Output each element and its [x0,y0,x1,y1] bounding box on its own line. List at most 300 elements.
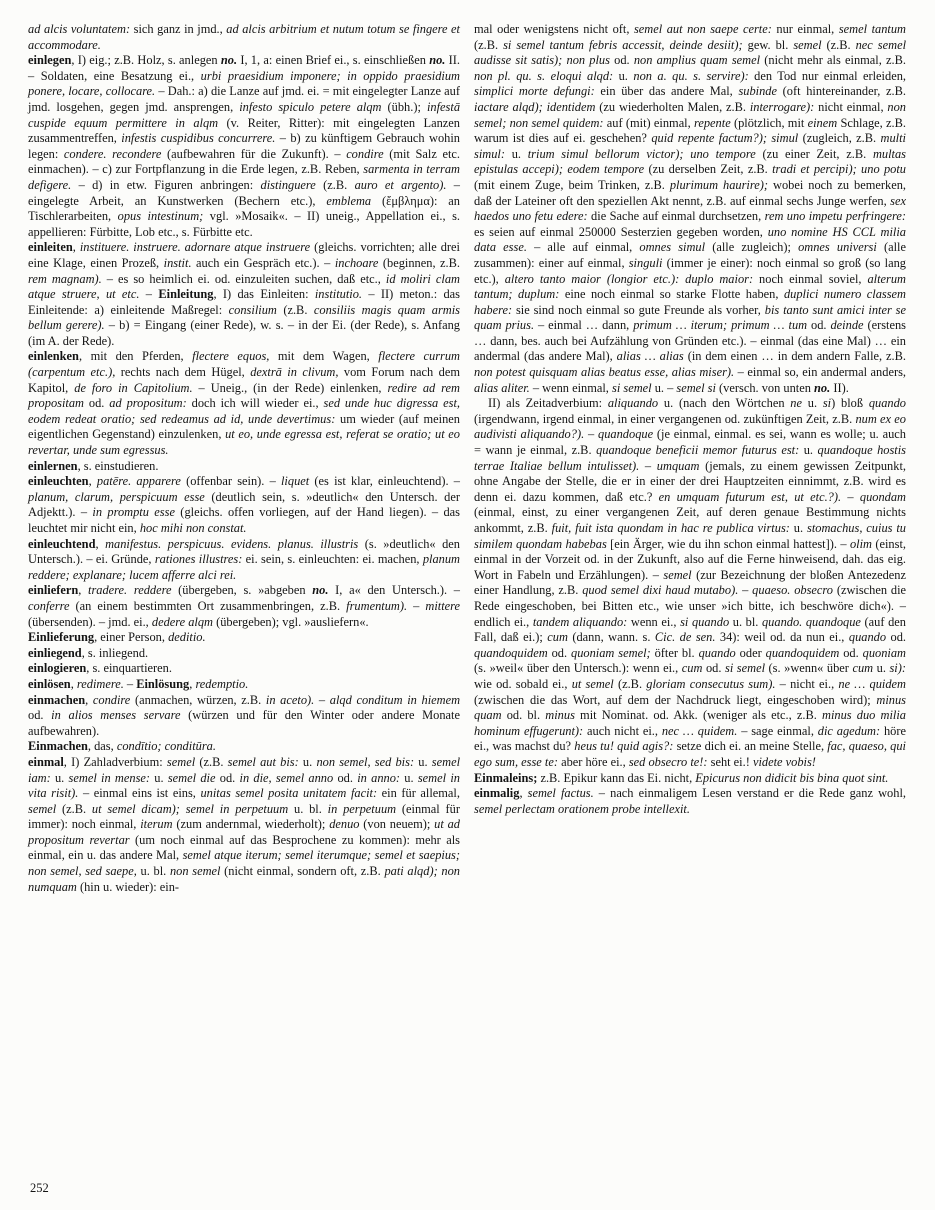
text-run: ad propositum: [109,396,187,411]
text-run: u. [414,754,432,769]
text-run: ut eo, unde egressa est, referat se oratio; ut eo revertar, unde sum egressus. [28,427,461,458]
text-run: – [639,458,657,473]
text-run: u. (nach den Wörtchen [658,396,791,411]
text-run: condire [346,146,384,161]
text-run: – alle auf einmal, [526,240,640,255]
text-run: nur einmal, [771,22,839,36]
text-run: – sage einmal, [737,723,818,738]
text-run: num ex eo audivisti aliquando?). [474,411,906,442]
text-run: , [189,676,196,691]
text-run: deditio. [168,630,206,645]
text-run: gloriam consecutus sum). [646,676,776,691]
text-run: – [584,427,599,442]
text-run: [ein Ärger, wie du ihn schon einmal hattest]). – [606,536,850,551]
text-run: simul [771,131,799,146]
text-run: (von neuem); [359,817,435,832]
text-run: tandem aliquando: [532,614,628,629]
text-run: gew. bl. [742,37,794,52]
text-run: sarmenta in terram defigere. [28,162,460,192]
text-run: vom Forum nach dem Kapitol, [28,365,461,395]
text-run: wie od. sobald ei., [474,676,572,691]
dictionary-paragraph [28,22,460,53]
text-run: (jemals, zu einem gewissen Zeitpunkt, ohne Angabe der Stelle, die er in einer der drei Hauptzeiten einnimmt, z.B. wird es denn ei. dazu kommen, daß etc.? [474,458,906,504]
text-run: aber höre ei., [557,754,629,769]
dictionary-paragraph [28,349,460,458]
text-run: vgl. »Mosaik«. – II) uneig., Appellation ei., s. appellieren: Fürbitte, Lob etc., s. Fürbitte etc. [28,209,460,239]
text-run: primum … iterum; primum … tum [633,318,808,333]
text-run: non semel, sed bis: [316,754,415,769]
text-run: non amplius quam semel [633,53,761,68]
dictionary-paragraph [28,459,460,475]
dictionary-paragraph [28,739,460,755]
text-run: – [738,583,753,598]
text-run: no. [814,380,831,395]
text-run: auch nicht ei., [583,723,662,738]
text-run: semel factus. [527,786,594,801]
text-run: od. [609,53,634,68]
text-run: si semel [725,661,766,676]
text-run: (alle zugleich); [705,240,799,255]
text-run: – einmal eins ist eins, [78,786,201,801]
text-run: dic agedum: [817,723,881,738]
text-run: Einlösung [136,676,190,691]
text-run: Epicurus non didicit bis bina quot sint. [695,770,889,785]
text-run: ne [790,396,802,411]
text-run: (deutlich sein, s. »deutlich« den Untersch. der Adjektt.). – [28,489,460,520]
text-run: non plus [566,53,610,68]
text-run: semel die [167,770,216,785]
text-run: distinguere [260,177,316,192]
text-run: hoc mihi non constat. [139,521,247,535]
text-run: , [72,240,80,255]
text-run: (z.B. [56,801,92,816]
dictionary-paragraph [28,755,460,895]
dictionary-paragraph [474,786,906,817]
text-run: in aceto). [265,692,315,707]
text-run: flectere currum (carpentum etc.), [28,349,460,380]
text-run: z.B. Epikur kann das Ei. nicht, [537,770,696,785]
dictionary-paragraph [28,661,460,677]
text-run: quoniam semel; [571,645,651,660]
text-run: u. [802,396,823,411]
text-run: (mit Salz etc. einmachen). – c) zur Fortpflanzung in die Erde legen, z.B. Reben, [28,146,460,177]
text-run: id moliri clam atque struere, ut etc. [28,271,460,302]
text-run: infestis cuspidibus concurrere. [121,131,276,146]
text-run: seht ei.! [707,754,753,769]
text-run: ein für allemal, [377,786,460,801]
text-run: – nicht ei., [775,676,839,691]
dictionary-paragraph [28,646,460,662]
text-run: einmachen [28,692,86,707]
text-run: , mit den Pferden, [78,349,193,364]
text-run: (einmal für immer): noch einmal, [28,801,460,832]
text-run: simplici morte defungi: [474,84,595,99]
text-run: od. [28,708,52,723]
text-run: (beginnen, z.B. [378,255,461,270]
text-run: (z.B. [821,37,856,52]
column-left [28,22,460,895]
text-run: duplici numero classem habere: [474,287,906,317]
text-run: tradere. reddere [88,583,172,598]
text-run: inchoare [334,255,379,270]
text-run: (übersenden). – jmd. ei., [28,614,152,629]
dictionary-paragraph [474,771,906,787]
text-run: nicht einmal, [814,99,888,114]
text-run: en umquam futurum est, ut etc.?). [658,489,842,504]
text-run: ad alcis voluntatem: [28,22,131,36]
text-run: (ἔμβλημα): an Tischlerarbeiten, [28,193,461,224]
text-run: iterum [140,817,173,832]
text-run: (immer je einer): noch einmal so groß (so lang etc.), [474,255,906,286]
text-run: repente [694,115,731,130]
text-run: – [841,489,860,504]
text-run: sich ganz in jmd., [130,22,227,36]
text-run: in promptu esse [92,505,175,520]
dictionary-paragraph [28,583,460,630]
text-run: (plötzlich, mit [730,115,808,130]
dictionary-paragraph [28,677,460,693]
text-run: interrogare): [749,99,815,114]
text-run: semel [166,754,196,769]
text-run: mit dem Wagen, [269,349,379,364]
text-run: u. [873,661,890,676]
text-run: – es so heimlich ei. od. einzuleiten suchen, daß etc., [101,271,386,286]
text-run: redemptio. [195,676,249,691]
text-run: denuo [329,817,360,832]
text-run: (zwischen die Rede eingeschoben, bei Bitten etc., wie unser »ich bitte, ich beschwöre dich«). – endlich ei., [474,583,907,629]
text-run: quandoque hostis terrae Italiae bellum intulisset). [474,443,906,473]
text-run: – eingelegte Arbeit, an Kunstwerken (Bechern etc.), [28,177,461,208]
text-run: ein über das andere Mal, [594,84,739,99]
text-run: quod semel dixi haud mutabo). [582,583,739,598]
text-run: , s. einstudieren. [77,458,159,473]
text-run: auf (mit) einmal, [603,115,694,130]
text-run: subinde [738,84,777,99]
text-run: non numquam [28,864,460,894]
text-run: , s. inliegend. [81,645,149,660]
text-run: , [70,676,77,691]
text-run: non semel; non semel quidem: [474,99,906,130]
text-run: u. [298,754,317,769]
text-run: in die, semel anno [239,770,334,785]
text-run: od. [215,770,240,785]
text-run: eine noch einmal so starke Flotte haben, [559,287,784,302]
text-run: quandoquidem [765,645,840,660]
text-run: auro et argento). [354,177,447,192]
text-run: (irgendwann, irgend einmal, in einer vergangenen od. zukünftigen Zeit, z.B. [474,411,856,426]
text-run: semel [793,37,822,52]
text-run: deinde [830,318,864,333]
text-run: 34): weil od. da nun ei., [715,630,849,645]
text-run: den Tod nur einmal erleiden, [748,68,906,83]
text-run: consilium [228,302,277,317]
text-run: condire [92,692,131,707]
text-run: u. [799,443,818,458]
text-run: minus [545,708,575,723]
text-run: höre ei., was machst du? [474,723,906,754]
text-run: ei. sein, s. einleuchten: ei. machen, [242,552,423,567]
text-run: II). [830,380,849,395]
text-run: quandoque [598,427,654,442]
text-run: ne … quidem [838,676,907,691]
text-run: minus quam [474,692,906,723]
text-run: (s. »wenn« über [765,661,853,676]
text-run: , I) eig.; z.B. Holz, s. anlegen [71,53,221,68]
text-run: wenn ei., [627,614,681,629]
text-run: (dann, wann. s. [567,630,655,645]
text-run: nec … quidem. [661,723,738,738]
text-run: (z.B. [613,676,647,691]
text-run: mittere [425,598,461,613]
text-run: Einmaleins; [474,770,538,785]
text-run: infestā cuspide equum permittere in alqm [28,99,461,130]
text-run: quaeso. obsecro [752,583,833,598]
text-run: condere. recondere [63,146,162,161]
text-run: (übergeben); vgl. »ausliefern«. [213,614,369,629]
text-run: mal oder wenigstens nicht oft, [474,22,634,36]
text-run: singuli [628,255,663,270]
text-run: dedere alqm [151,614,214,629]
column-right [474,22,906,895]
text-run: quandoque beneficii memor futurus est: [596,443,800,458]
text-run: semel perlectam orationem probe intellexit. [474,801,690,816]
text-columns [28,22,907,895]
text-run: instit. [163,255,192,270]
text-run: semel in perpetuum [185,801,289,816]
text-run: uno nomine HS CCL milia data esse. [474,224,906,255]
text-run: uno potu [861,162,906,177]
text-run: (alle zusammen): einer auf einmal, [474,240,906,270]
text-run: rem magnam). [28,271,102,286]
text-run: frumentum). [346,598,408,613]
text-run: od. [84,396,110,411]
text-run: (auf den Fall, daß ei.); [474,614,906,645]
text-run: einleiten [28,240,73,255]
text-run: alias aliter. [474,380,530,395]
text-run: es seien auf einmal 250000 Sesterzien gegeben worden, [474,224,768,239]
text-run: (nicht einmal, sondern oft, z.B. [220,864,385,879]
text-run: (zugleich, z.B. [798,131,881,146]
text-run: – Uneig., (in der Rede) einlenken, [192,380,388,395]
text-run: semel [28,801,57,816]
text-run: dextrā in clivum, [250,365,339,380]
text-run: in alios menses servare [51,708,181,723]
text-run: (versch. von unten [715,380,815,395]
text-run: Cic. de sen. [654,630,716,645]
text-run: no. [220,53,238,68]
text-run: rationes illustres: [154,552,243,567]
text-run: videte vobis! [752,754,816,769]
text-run: einlösen [28,676,71,691]
dictionary-paragraph [28,693,460,740]
text-run: si semel tantum febris accessit, deinde desiit); [503,37,743,52]
text-run: (oft hintereinander, z.B. [776,84,906,99]
text-run: u. bl. [288,801,328,816]
text-run: sed unde huc digressa est, eodem redeat oratio; sed redeamus ad id, unde devertimus: [28,396,461,426]
text-run: semel in mense: [68,770,151,785]
text-run: identidem [546,99,596,114]
text-run: II) als Zeitadverbium: [488,396,608,411]
dictionary-paragraph [474,22,906,396]
text-run: quando [698,645,736,660]
text-run: u. [789,521,807,535]
text-run: quando [868,396,906,411]
text-run: noch einmal soviel, [753,271,868,286]
text-run: (würzen und für den Winter oder andere Monate aufbewahren). [28,708,460,738]
text-run: cum [681,661,703,676]
text-run: od. [547,645,572,660]
text-run: no. [312,583,329,598]
text-run: non a. qu. s. servire): [633,68,749,83]
text-run: iactare alqd); [474,99,543,114]
text-run: uno tempore [690,146,756,161]
text-run: plurimum haurire); [669,177,768,192]
text-run: u. [613,68,634,83]
text-run: semel in vita risit). [28,770,460,801]
text-run: semel aut bis: [227,754,299,769]
text-run: de foro in Capitolium. [74,380,193,395]
text-run: , einer Person, [94,630,169,645]
text-run: (in dem einen … in dem andern Falle, z.B. [683,349,906,364]
text-run: , s. einquartieren. [86,661,172,676]
text-run: aliquando [607,396,659,411]
text-run: , [85,692,93,707]
text-run: multi simul: [474,131,906,161]
text-run: minus duo milia hominum effugerunt): [474,708,906,738]
text-run: si semel [612,380,652,395]
text-run: – [123,676,137,691]
text-run: non semel [169,864,221,879]
text-run: alias … alias [616,349,684,364]
text-run: (s. »deutlich« den Untersch.). – ei. Gründe, [28,536,460,567]
text-run: einliefern [28,583,79,598]
text-run: (aufbewahren für die Zukunft). – [161,146,347,161]
text-run: sex haedos uno fetu edere: [474,193,906,224]
text-run: fuit, fuit ista quondam in hac re publica virtus: [551,521,790,535]
text-run: (z.B. [195,754,228,769]
text-run: flectere equos, [192,349,270,364]
text-run: ut ad propositum revertar [28,817,460,847]
text-run: institutio. [314,287,363,302]
text-run: (zu einer Zeit, z.B. [755,146,873,161]
text-run: – einmal so, ein andermal anders, [734,365,906,380]
text-run: (gleichs. vorrichten; alle drei eine Klage, einen Prozeß, [28,240,460,270]
text-run: (anmachen, würzen, z.B. [130,692,266,707]
text-run: quando. quandoque [761,614,861,629]
text-run: (gleichs. offen vorliegen, auf der Hand liegen). – das leuchtet mir nicht ein, [28,505,460,535]
text-run: heus tu! quid agis?: [574,739,674,754]
text-run: instituere. instruere. adornare atque instruere [79,240,311,255]
text-run: condītio; conditūra. [116,739,216,754]
dictionary-paragraph [28,53,460,240]
text-run: (übh.); [381,99,427,114]
text-run: quandoquidem [474,645,548,660]
text-run: – b) zu künftigem Gebrauch wohin legen: [28,131,460,161]
text-run: cum [547,630,568,645]
page-number: 252 [30,1180,53,1196]
text-run: quid repente factum?); [651,131,767,146]
text-run: (um noch einmal auf das Besprochene zu kommen): mehr als einmal, ein u. das andere Mal, [28,832,461,863]
text-run: (hin u. wieder): ein- [76,879,180,894]
text-run: quondam [859,489,906,504]
text-run: (übergeben, s. »abgeben [171,583,313,598]
text-run: in anno: [357,770,401,785]
text-run: , I) Zahladverbium: [63,754,167,769]
text-run: u. [150,770,168,785]
text-run: non potest quisquam alias beatus esse, alias miser). [474,365,735,380]
text-run: cum [852,661,874,676]
text-run: auch ein Gespräch etc.). – [191,255,335,270]
text-run: , I) das Einleiten: [213,287,315,302]
text-run: conferre [28,598,70,613]
text-run: ad alcis arbitrium et nutum totum se fingere et accommodare. [28,22,461,52]
text-run: patēre. apparere [96,474,181,489]
text-run: einmal [28,754,64,769]
text-run: no. [429,53,446,68]
text-run: u. [504,146,528,161]
text-run: (mit einem Zuge, beim Trinken, z.B. [474,177,670,192]
text-run: manifestus. perspicuus. evidens. planus. illustris [105,536,359,551]
text-run: einleuchten [28,474,89,489]
text-run: ut semel dicam); [91,801,180,816]
text-run: (zu derselben Zeit, z.B. [644,162,773,177]
text-run: od. [886,630,906,645]
text-run: (einmal, einst, zu einer vergangenen Zeit, auf deren genaue Bestimmung nichts ankommt, z.B. [474,505,906,535]
text-run: Einmachen [28,739,88,754]
text-run: Einleitung [158,287,214,302]
text-run: I, 1, a: einen Brief ei., s. einschließen [237,53,430,68]
text-run: si): [889,661,906,676]
dictionary-paragraph [28,537,460,584]
text-run: non pl. qu. s. eloqui alqd: [474,68,614,83]
text-run: (es ist klar, einleuchtend). – [309,474,460,489]
text-run: (zwischen die das Wort, auf dem der Nachdruck liegt, eingeschoben wird); [474,692,877,707]
text-run: alqd conditum in hiemem [329,692,461,707]
text-run: (zum andernmal, wiederholt); [172,817,330,832]
text-run: (v. Reiter, Ritter): mit eingelegten Lanzen zusammentreffen, [28,115,460,146]
text-run: (zu wiederholten Malen, z.B. [595,99,750,114]
text-run: semel tantum [838,22,906,36]
text-run: einleuchtend [28,536,96,551]
text-run: die Sache auf einmal durchsetzen, [587,209,765,224]
text-run: liquet [280,474,310,489]
text-run: quando [848,630,887,645]
text-run: einlegen [28,53,72,68]
text-run: setze dich ei. an meine Stelle, [673,739,828,754]
text-run: omnes simul [639,240,706,255]
text-run: u. [400,770,418,785]
text-run: (z.B. [474,37,504,52]
text-run: (zur Bezeichnung der bloßen Antezedenz einer Handlung, z.B. [474,567,906,598]
text-run: einlogieren [28,661,87,676]
text-run: – [139,287,159,302]
text-run: si quando [680,614,730,629]
text-run: (s. »weil« über den Untersch.): wenn ei., [474,661,682,676]
text-run: semel [663,567,692,582]
text-run: semel aut non saepe certe: [633,22,772,36]
text-run: (einst, einmal in der Vorzeit od. in der Zukunft, also auf die Ferne hinweisend, dah. das eig. Wort in Fabeln und Erzählungen). – [474,536,906,582]
text-run: olim [849,536,872,551]
text-run: um wieder (auf meinen eigentlichen Gegenstand) einzulenken, [28,411,461,442]
text-run: planum reddere; explanare; lucem afferre alci rei. [28,552,461,582]
text-run: semel atque iterum; semel iterumque; semel et saepius; [182,848,460,863]
text-run: ) bloß [831,396,869,411]
text-run: sie sind noch einmal so gute Freunde als vorher, [512,302,765,317]
text-run: einlernen [28,458,78,473]
text-run: Einlieferung [28,630,95,645]
text-run: einem [807,115,838,130]
text-run: oder [735,645,766,660]
